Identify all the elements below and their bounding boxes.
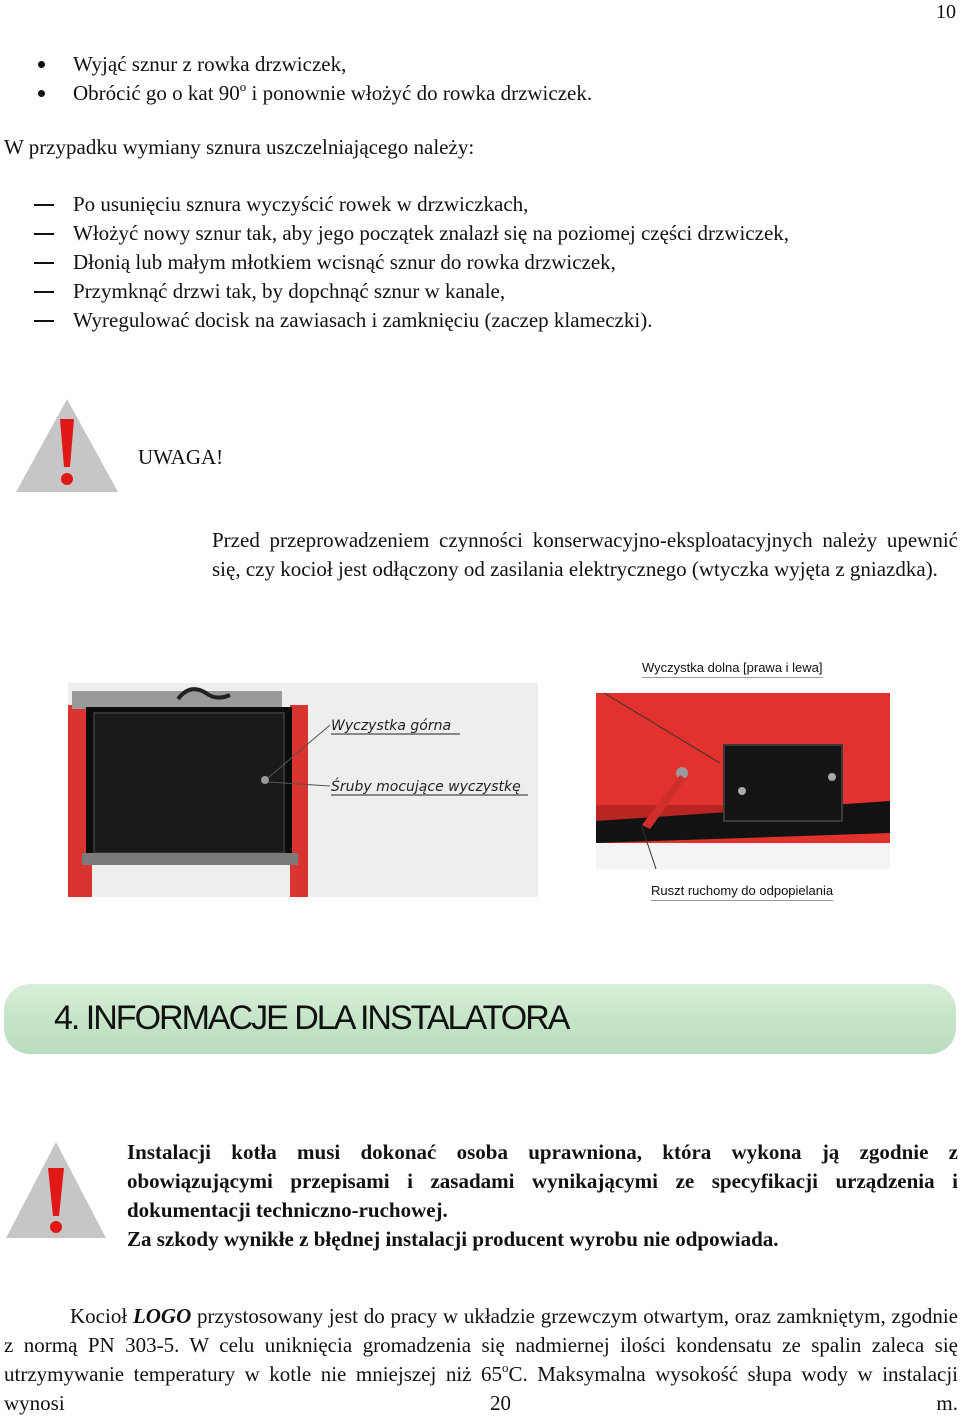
list-item <box>34 190 789 219</box>
step-text: Przymknąć drzwi tak, by dopchnąć sznur w kanale, <box>73 279 506 303</box>
step-text: Włożyć nowy sznur tak, aby jego początek znalazł się na poziomej części drzwiczek, <box>73 221 790 245</box>
boiler-info-paragraph <box>4 1302 958 1418</box>
final-text-part2: przystosowany jest do pracy w układzie grzewczym otwartym, oraz zamkniętym, zgodnie z normą PN 303-5. W celu uniknięcia gromadzenia się nadmiernej ilości kondensatu ze spalin zaleca się utrzymywanie temperatury w kotle nie mniejszej niż 65 <box>4 1304 959 1386</box>
step-text-cont: i ponownie włożyć do rowka drzwiczek. <box>246 81 593 105</box>
dash-icon <box>34 262 54 264</box>
cord-steps-list <box>34 190 789 335</box>
degree-sup: o <box>502 1360 509 1375</box>
upper-cleanout-label: Wyczystka górna <box>331 718 452 734</box>
step-text: Wyregulować docisk na zawiasach i zamknięciu (zaczep klameczki). <box>73 308 653 332</box>
step-text: Wyjąć sznur z rowka drzwiczek, <box>73 52 347 76</box>
warning-triangle-icon <box>4 1140 108 1240</box>
bullet-icon <box>38 90 45 97</box>
warning-text: Przed przeprowadzeniem czynności konserwacyjno-eksploatacyjnych należy upewnić się, czy kocioł jest odłączony od zasilania elektrycznego (wtyczka wyjęta z gniazdka). <box>212 528 958 581</box>
final-text-part3: C. Maksymalna wysokość słupa wody w instalacji wynosi 20 m. <box>4 1362 959 1415</box>
list-item <box>34 219 789 248</box>
boiler-top-photo <box>68 683 538 897</box>
bullet-icon <box>38 61 45 68</box>
installer-notice-line2: Za szkody wynikłe z błędnej instalacji producent wyrobu nie odpowiada. <box>127 1227 779 1251</box>
list-item <box>38 79 592 108</box>
dash-icon <box>34 233 54 235</box>
installer-notice <box>127 1138 958 1254</box>
list-item <box>34 306 789 335</box>
section-banner <box>4 984 956 1054</box>
mount-screws-label: Śruby mocujące wyczystkę <box>331 779 521 795</box>
list-item <box>34 248 789 277</box>
degree-sup: o <box>239 79 247 94</box>
section-title: 4. INFORMACJE DLA INSTALATORA <box>54 999 569 1037</box>
dash-icon <box>34 291 54 293</box>
list-item <box>34 277 789 306</box>
moving-grate-caption: Ruszt ruchomy do odpopielania <box>651 883 833 901</box>
boiler-bottom-photo <box>596 693 890 869</box>
warning-label: UWAGA! <box>138 445 224 469</box>
cord-replacement-intro: W przypadku wymiany sznura uszczelniającego należy: <box>4 135 475 159</box>
step-text: Po usunięciu sznura wyczyścić rowek w drzwiczkach, <box>73 192 529 216</box>
dash-icon <box>34 320 54 322</box>
final-text-part1: Kocioł <box>70 1304 133 1328</box>
list-item <box>38 50 592 79</box>
dash-icon <box>34 204 54 206</box>
installer-notice-line1: Instalacji kotła musi dokonać osoba uprawniona, która wykona ją zgodnie z obowiązującymi przepisami i zasadami wynikającymi ze specyfikacji urządzenia i dokumentacji techniczno-ruchowej. <box>127 1140 958 1222</box>
logo-word: LOGO <box>132 1304 192 1328</box>
lower-cleanout-caption: Wyczystka dolna [prawa i lewa] <box>642 660 823 678</box>
page-number: 10 <box>936 1 956 23</box>
step-text: Obrócić go o kat 90 <box>73 81 240 105</box>
warning-triangle-icon <box>14 397 120 493</box>
step-text: Dłonią lub małym młotkiem wcisnąć sznur do rowka drzwiczek, <box>73 250 616 274</box>
door-steps-list <box>38 50 592 108</box>
